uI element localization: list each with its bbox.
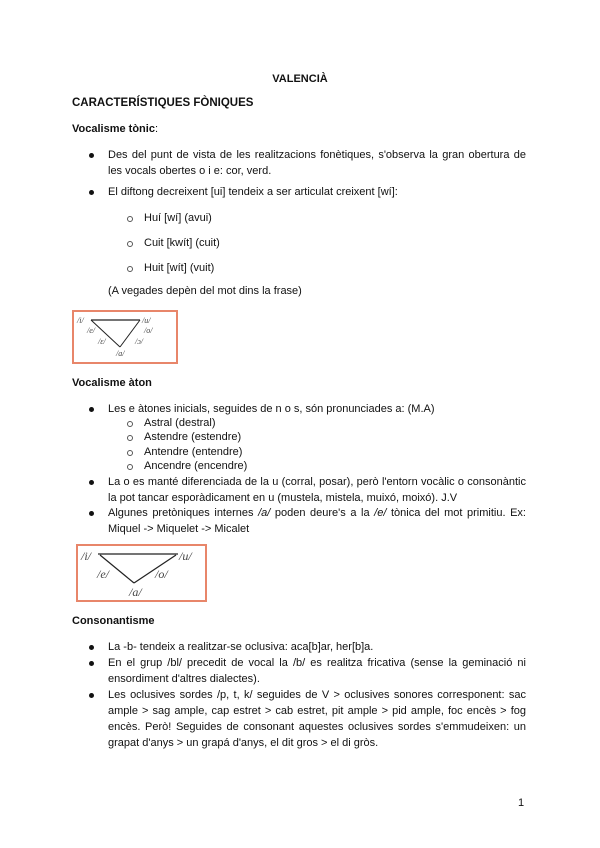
vowel-label: /u/ [142, 316, 151, 325]
sub-item: Astendre (estendre) [144, 431, 242, 443]
bullet-icon [89, 693, 94, 698]
bullet-icon [89, 407, 94, 412]
bullet-icon [89, 153, 94, 158]
phoneme: /a/ [258, 507, 271, 519]
list-item [108, 505, 526, 537]
vowel-triangle-figure [72, 310, 178, 364]
vowel-label: /e/ [97, 567, 109, 581]
consonants-heading: Consonantisme [72, 615, 155, 627]
bullet-icon [89, 661, 94, 666]
bullet-icon [89, 190, 94, 195]
sub-item: Huit [wít] (vuit) [144, 262, 215, 274]
tonic-heading-text: Vocalisme tònic [72, 123, 155, 135]
vowel-label: /o/ [144, 326, 153, 335]
circle-bullet-icon [127, 241, 133, 247]
sub-item: Antendre (entendre) [144, 446, 243, 458]
list-item: La -b- tendeix a realitzar-se oclusiva: aca[b]ar, her[b]a. [108, 641, 374, 653]
page-number: 1 [518, 797, 525, 809]
circle-bullet-icon [127, 435, 133, 441]
text: Algunes pretòniques internes [108, 507, 259, 519]
bullet-icon [89, 645, 94, 650]
list-item: El diftong decreixent [ui] tendeix a ser articulat creixent [wí]: [108, 186, 398, 198]
bullet-icon [89, 511, 94, 516]
section-heading: CARACTERÍSTIQUES FÒNIQUES [72, 97, 254, 109]
vowel-label: /i/ [77, 316, 84, 325]
vowel-label: /ɛ/ [98, 337, 106, 346]
sub-item: Astral (destral) [144, 417, 216, 429]
list-item: La o es manté diferenciada de la u (corral, posar), però l'entorn vocàlic o consonàntic la pot tancar esporàdicament en u (mustela, mistela, muixó, moixó). J.V [108, 476, 526, 504]
sub-item: Cuit [kwít] (cuit) [144, 237, 220, 249]
list-item: Les e àtones inicials, seguides de n o s, són pronunciades a: (M.A) [108, 403, 435, 415]
list-item: En el grup /bl/ precedit de vocal la /b/ es realitza fricativa (sense la geminació ni ensordiment d'altres dialectes). [108, 657, 526, 685]
circle-bullet-icon [127, 266, 133, 272]
text: poden deure's a la [270, 507, 375, 519]
vowel-label: /e/ [87, 326, 95, 335]
sub-item: Ancendre (encendre) [144, 460, 248, 472]
tonic-heading [72, 123, 158, 135]
note: (A vegades depèn del mot dins la frase) [108, 285, 302, 297]
bullet-icon [89, 480, 94, 485]
atonic-heading: Vocalisme àton [72, 377, 152, 389]
vowel-label: /i/ [81, 549, 92, 563]
vowel-triangle-figure [76, 544, 207, 602]
document-title: VALENCIÀ [272, 73, 328, 85]
circle-bullet-icon [127, 464, 133, 470]
phoneme: /e/ [374, 507, 387, 519]
vowel-label: /o/ [155, 567, 168, 581]
list-item: Les oclusives sordes /p, t, k/ seguides de V > oclusives sonores corresponent: sac ample > sag ample, cap estret > cab estret, pit ample > pid ample, foc encès > fog encès. Però! Seguides de consonant aquestes oclusives sordes s'emmudeixen: un grapat d'anys > un grapá d'anys, el dit gros > el di gròs. [108, 689, 526, 749]
vowel-label: /a/ [116, 349, 125, 358]
list-item: Des del punt de vista de les realitzacions fonètiques, s'observa la gran obertura de les vocals obertes o i e: cor, verd. [108, 149, 526, 177]
vowel-label: /a/ [129, 585, 142, 599]
sub-item: Huí [wí] (avui) [144, 212, 212, 224]
vowel-label: /u/ [179, 549, 192, 563]
colon: : [154, 123, 158, 135]
circle-bullet-icon [127, 450, 133, 456]
text: tònica del mot primitiu. Ex: Miquel -> Miquelet -> Micalet [108, 507, 526, 535]
circle-bullet-icon [127, 421, 133, 427]
circle-bullet-icon [127, 216, 133, 222]
vowel-label: /ɔ/ [135, 337, 143, 346]
